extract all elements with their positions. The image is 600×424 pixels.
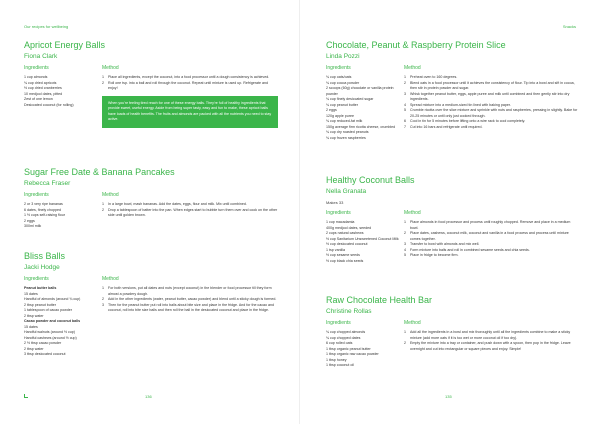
ingredients-column [326,65,404,141]
step-text: Whisk together peanut butter, eggs, apple puree and milk until combined and then gently stir into dry ingredients. [410,91,570,101]
step-number: 3 [102,302,104,307]
ingredient-item: ¾ cup frozen raspberries [326,135,366,140]
recipe-yield: Makes 33 [326,200,344,205]
step-number: 3 [404,91,406,96]
step-text: Blend oats in a food processor until it achieves the consistency of flour. Tip into a bowl and sift in cocoa, then stir in protein powder and sugar. [410,80,575,90]
right-page [300,0,600,424]
ingredient-item: 300ml milk [24,224,42,228]
recipe-apricot-energy-balls [24,40,278,128]
ingredients-list [326,75,404,141]
ingredients-column [24,192,102,230]
method-column [404,210,578,264]
step-text: Place dates, cashews, coconut milk, coconut and vanilla in a food process and process until mixture comes together. [410,231,569,241]
step-text: Preheat oven to 160 degrees. [410,75,458,79]
ingredients-list [326,220,404,264]
ingredient-item: 2 tbsp peanut butter [24,302,56,307]
step-text: Add all the ingredients in a bowl and mix thoroughly until all the ingredients combine to make a sticky mixture (add more oats if it is too wet or more coconut oil if too dry). [410,330,571,340]
method-column [102,192,278,230]
ingredient-item: 1 cup macadamia [326,220,355,224]
recipe-title: Sugar Free Date & Banana Pancakes [24,167,175,177]
step-number: 1 [102,286,104,290]
running-header-left: Our recipes for wellbeing [24,24,69,29]
recipe-title: Raw Chocolate Health Bar [326,295,433,305]
ingredients-list [24,286,102,358]
method-steps [102,286,278,314]
step-number: 5 [404,253,406,257]
ingredients-list [24,202,102,230]
step-number: 6 [404,119,406,123]
ingredient-item: 6 dates, finely chopped [24,207,61,212]
step-number: 7 [404,124,406,129]
step-number: 1 [404,330,406,334]
ingredient-item: Handful cashews (around ½ cup) [24,335,77,340]
step-number: 1 [102,75,104,79]
step-number: 1 [404,220,406,224]
ingredient-item: 15 dates [24,324,38,329]
ingredient-item: 1 tbsp organic peanut butter [326,346,371,351]
ingredient-item: ½ cup black chia seeds [326,258,364,263]
ingredient-item: ¾ cup finely desiccated sugar [326,97,374,101]
ingredient-item: 15 dates [24,291,38,296]
ingredients-column [326,210,404,264]
recipe-author: Rebecca Fraser [24,180,71,187]
recipe-author: Jacki Hodge [24,264,60,271]
method-step [404,220,578,231]
recipe-author: Linda Pozzi [326,53,360,60]
ingredient-item: 10 medjool dates, pitted [24,91,63,96]
recipe-date-banana-pancakes [24,167,278,230]
ingredient-item: 2 tbsp water [24,313,44,318]
method-step [102,286,278,297]
step-number: 4 [404,102,406,107]
ingredient-item: ¾ cup oats/oats [326,75,352,79]
step-number: 2 [102,297,104,301]
method-steps [404,330,578,352]
step-text: For both versions, put all dates and nuts (except coconut) in the blender or food processor till they form almost a powdery dough. [108,286,272,296]
ingredient-item: ½ cup dried cranberries [24,86,62,90]
recipe-title: Apricot Energy Balls [24,40,106,50]
step-text: Crumble ricotta over the slice mixture and sprinkle with nuts and raspberries, pressing in slightly. Bake for 20-25 minutes or until only just cooked through. [410,108,578,118]
method-step [404,108,578,119]
method-step [102,208,278,219]
page-number-left: 136 [145,394,152,399]
method-steps [404,75,578,130]
ingredient-item: Handful walnuts (around ½ cup) [24,330,75,334]
ingredients-heading: Ingredients [24,192,49,198]
ingredient-item: 3 tbsp desiccated coconut [24,352,66,356]
ingredient-item: 6 cup rolled oats [326,341,353,345]
method-steps [404,220,578,259]
ingredients-column [326,320,404,369]
step-number: 1 [404,75,406,79]
page-number-right: 135 [445,394,452,399]
step-number: 4 [404,247,406,252]
ingredient-item: ½ cup Sanitarium Unsweetened Coconut Milk [326,236,399,241]
ingredient-item: Desiccated coconut (for rolling) [24,102,74,107]
ingredient-item: 2 eggs [326,108,337,112]
step-number: 2 [404,341,406,345]
step-text: Place in fridge to become firm. [410,253,459,257]
ingredient-item: 1 tbsp coconut oil [326,363,354,367]
ingredient-item: ¾ cup peanut butter [326,102,358,107]
ingredient-item: 2 ½ tbsp cacao powder [24,341,62,345]
ingredient-item: 2 tbsp water [24,346,44,351]
step-text: Spread mixture into a medium-sized tin lined with baking paper. [410,102,511,107]
step-number: 2 [404,231,406,235]
ingredient-item: 1 tsp vanilla [326,247,345,252]
step-text: Add in the other ingredients (water, peanut butter, cacao powder) and blend until a sticky dough is formed. [108,297,277,301]
ingredient-item: ¾ cup cocoa powder [326,80,360,85]
ingredient-item: 400g medjool dates, seeded [326,225,372,230]
ingredient-item: ¾ cup dry roasted peanuts [326,130,369,134]
recipe-author: Nella Granata [326,188,367,195]
recipe-protein-slice [326,40,578,141]
step-number: 1 [102,202,104,206]
ingredients-list [326,330,404,369]
ingredient-item: Handful of almonds (around ¾ cup) [24,297,81,301]
recipe-title: Chocolate, Peanut & Raspberry Protein Slice [326,40,506,50]
callout-box: When you're feeling tired reach for one of these energy balls. They're full of healthy ingredients that provide sweet, useful energy. Aside from being super tasty, easy and fun to make, these apricot balls have loads of health benefits. The fruits and almonds are packed with all the nutrients you need to stay active. [102,96,278,128]
ingredient-item: 2 or 3 very ripe bananas [24,202,63,206]
step-text: Place all ingredients, except the coconut, into a food processor until a dough consistency is achieved. [108,75,270,79]
step-number: 3 [404,242,406,246]
recipe-title: Bliss Balls [24,251,66,261]
step-number: 2 [102,207,104,212]
ingredient-item: 1 ½ cups self-raising flour [24,213,65,217]
recipe-author: Fiona Clark [24,53,58,60]
recipe-author: Christine Rollas [326,308,372,315]
ingredient-item: 2 scoops (60g) chocolate or vanilla protein powder [326,86,394,96]
method-step [404,92,578,103]
ingredients-heading: Ingredients [24,65,49,71]
method-heading: Method [404,320,421,326]
method-steps [102,75,278,92]
method-step [404,253,578,259]
method-heading: Method [404,210,421,216]
method-step [404,330,578,341]
ingredient-item: ¾ cup reduced-fat milk [326,119,363,123]
ingredient-item: ½ cup desiccated coconut [326,242,368,246]
ingredient-item: 2 eggs [24,218,35,223]
ingredients-heading: Ingredients [326,65,351,71]
recipe-title: Healthy Coconut Balls [326,175,415,185]
ingredients-column [24,65,102,128]
method-heading: Method [102,192,119,198]
method-step [102,81,278,92]
step-number: 5 [404,108,406,112]
step-text: Form mixture into balls and roll in combined sesame seeds and chia seeds. [410,247,530,252]
ingredients-heading: Ingredients [24,276,49,282]
ingredient-item: ¾ cup chopped almonds [326,330,366,334]
method-heading: Method [404,65,421,71]
step-text: Transfer to bowl with almonds and mix well. [410,242,480,246]
method-step [404,81,578,92]
step-number: 2 [102,80,104,85]
ingredient-item: Cacao powder and coconut balls [24,319,81,323]
method-heading: Method [102,65,119,71]
recipe-bliss-balls [24,251,278,358]
method-column [404,65,578,141]
ingredient-item: ¾ cup dried apricots [24,80,57,85]
ingredients-list [24,75,102,108]
ingredients-column [24,276,102,358]
ingredients-heading: Ingredients [326,210,351,216]
step-text: Roll one tsp. into a ball and roll through the coconut. Repeat until mixture is used up. Refrigerate and enjoy! [108,80,269,90]
step-text: In a large bowl, mash bananas. Add the dates, eggs, flour and milk. Mix until combined. [108,202,247,206]
method-step [102,303,278,314]
method-step [404,125,578,131]
ingredient-item: 1 tablespoon of cacao powder [24,308,72,312]
ingredient-item: Zest of one lemon [24,97,53,101]
ingredient-item: 120g apple puree [326,113,354,118]
ingredient-item: 1 cup almonds [24,75,48,79]
ingredients-heading: Ingredients [326,320,351,326]
step-text: Empty the mixture into a tray or container, and push down with a spoon, then pop in the fridge. Leave overnight and cut into rectangular or square pieces and enjoy. Simple! [410,341,571,351]
step-text: Place almonds in food processor and process until roughly chopped. Remove and place in a medium bowl. [410,220,571,230]
method-heading: Method [102,276,119,282]
method-steps [102,202,278,219]
method-column [102,65,278,128]
ingredient-item: 1 tbsp honey [326,357,347,362]
ingredient-item: 1 tbsp organic raw cacao powder [326,352,379,356]
recipe-raw-chocolate-health-bar [326,295,578,369]
step-text: Then for the peanut butter put roll into balls about bite size and place in the fridge. And for the cacao and coconut, roll into bite size balls and then roll the ball in the desiccated coconut and place in the fridge. [108,302,275,312]
step-text: Cut into 16 bars and refrigerate until required. [410,124,483,129]
ingredient-item: Peanut butter balls [24,286,57,290]
step-text: Drop a tablespoon of batter into the pan. When edges start to bubble turn them over and cook on the other side until golden brown. [108,207,278,217]
ingredient-item: ¾ cup chopped dates [326,335,361,340]
method-step [404,341,578,352]
method-column [404,320,578,369]
recipe-healthy-coconut-balls [326,175,578,264]
ingredient-item: 2 cups natural cashews [326,231,364,235]
ingredient-item: ½ cup sesame seeds [326,253,360,257]
method-column [102,276,278,358]
corner-mark [24,394,28,398]
step-text: Cool in tin for 5 minutes before lifting onto a wire rack to cool completely. [410,119,526,123]
step-number: 2 [404,80,406,85]
ingredient-item: 150g average firm ricotta cheese, crumbled [326,124,396,129]
running-header-right: Snacks [562,24,576,29]
method-step [404,231,578,242]
